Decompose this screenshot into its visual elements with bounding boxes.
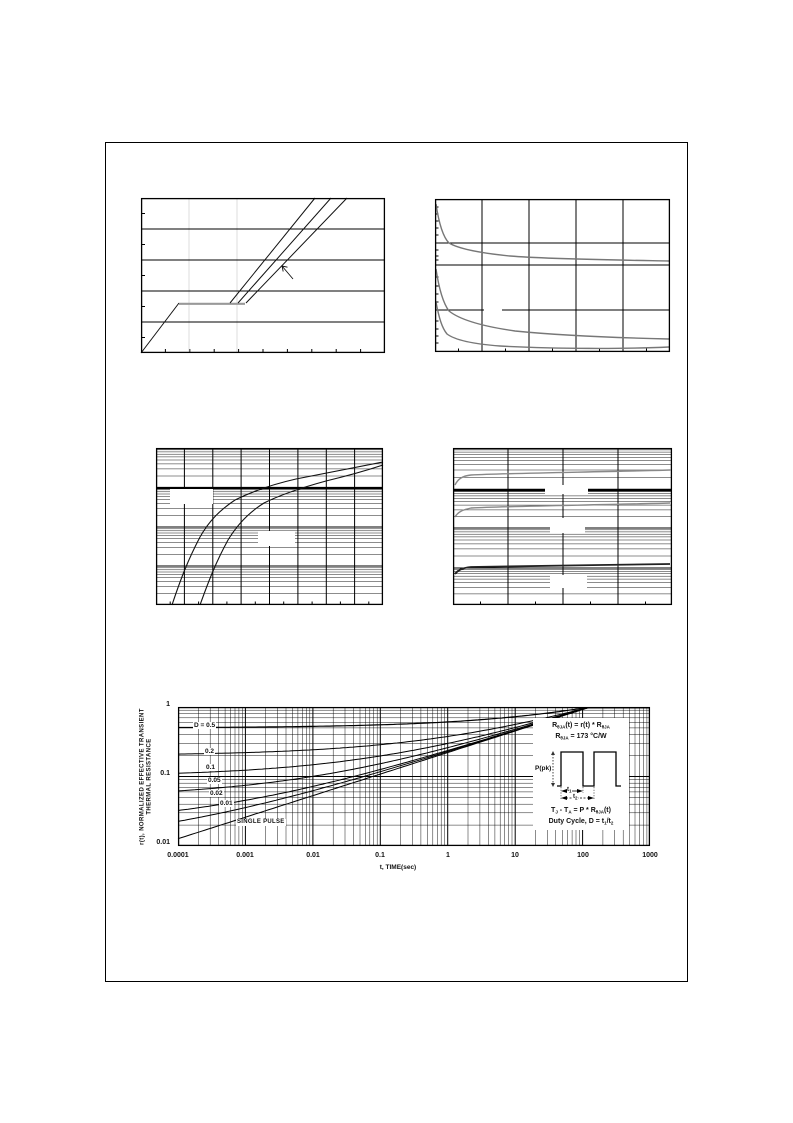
- eq-text: T: [551, 807, 556, 814]
- t2-label: [573, 794, 578, 802]
- x-tick-label: 10: [511, 852, 519, 859]
- curve-label-d005: 0.05: [208, 777, 221, 784]
- eq-text: (t): [603, 807, 611, 814]
- chart-middle-left: [156, 448, 383, 605]
- eq-sub: θJA: [560, 735, 569, 741]
- eq-text: - T: [557, 807, 569, 814]
- x-tick-label: 0.0001: [167, 852, 189, 859]
- chart-top-left-curves: [141, 198, 347, 353]
- t1-label: [567, 787, 572, 795]
- blank-label-box: [550, 575, 587, 588]
- y-axis-label-line2: THERMAL RESISTANCE: [146, 738, 153, 815]
- y-tick-label: 1: [166, 701, 170, 708]
- chart-top-right: [435, 199, 670, 352]
- eq-text: /t: [606, 818, 611, 825]
- eq-sub: 1: [569, 788, 572, 794]
- eq-text: R: [552, 722, 558, 729]
- curve-label-d02: 0.2: [205, 748, 215, 755]
- curve-label-d05: D = 0.5: [194, 722, 216, 729]
- chart-middle-right: [453, 448, 672, 605]
- annotation-arrow: [282, 266, 293, 279]
- blank-label-box: [550, 518, 585, 533]
- eq-sub: 2: [610, 820, 614, 826]
- curve-label-d002: 0.02: [210, 790, 223, 797]
- p-pk-label: P(pk): [535, 765, 552, 772]
- x-axis-label: t, TIME(sec): [379, 864, 417, 871]
- blank-label-box: [545, 485, 588, 494]
- y-axis-label: [140, 697, 155, 857]
- eq-text: R: [555, 733, 561, 740]
- thermal-equation-4: [533, 817, 629, 828]
- curve-label-d001: 0.01: [220, 800, 233, 807]
- x-tick-label: 100: [577, 852, 589, 859]
- y-axis-label-line1: r(t), NORMALIZED EFFECTIVE TRANSIENT: [139, 708, 146, 845]
- chart-top-right-curves: [436, 204, 669, 348]
- chart-top-left: [141, 198, 385, 353]
- eq-sub: J: [555, 809, 558, 815]
- eq-sub: A: [568, 809, 572, 815]
- blank-label-box: [258, 531, 295, 546]
- eq-sub: 2: [575, 795, 578, 801]
- thermal-equation-2: [533, 732, 629, 743]
- blank-label-box: [170, 489, 213, 504]
- eq-text: (t) = r(t) * R: [565, 722, 602, 729]
- curve-label-d01: 0.1: [206, 764, 216, 771]
- x-tick-label: 0.1: [375, 852, 385, 859]
- x-tick-label: 1000: [642, 852, 658, 859]
- eq-sub: θJA: [557, 724, 566, 730]
- thermal-equation-1: [533, 721, 629, 732]
- single-pulse-label: SINGLE PULSE: [237, 819, 285, 825]
- thermal-equation-3: [533, 806, 629, 817]
- eq-text: t: [573, 794, 575, 800]
- eq-sub: θJA: [601, 724, 610, 730]
- thermal-annotation-box: [533, 718, 629, 830]
- x-tick-label: 0.001: [236, 852, 254, 859]
- y-tick-label: 0.1: [160, 770, 170, 777]
- eq-text: Duty Cycle, D = t: [548, 818, 605, 825]
- duty-cycle-waveform: [537, 746, 625, 804]
- eq-text: = 173 °C/W: [568, 733, 607, 740]
- eq-text: t: [567, 787, 569, 793]
- x-tick-label: 0.01: [306, 852, 320, 859]
- y-tick-label: 0.01: [156, 839, 170, 846]
- eq-sub: θJA: [595, 809, 604, 815]
- x-tick-label: 1: [446, 852, 450, 859]
- eq-sub: 1: [604, 820, 607, 826]
- eq-text: = P * R: [571, 807, 596, 814]
